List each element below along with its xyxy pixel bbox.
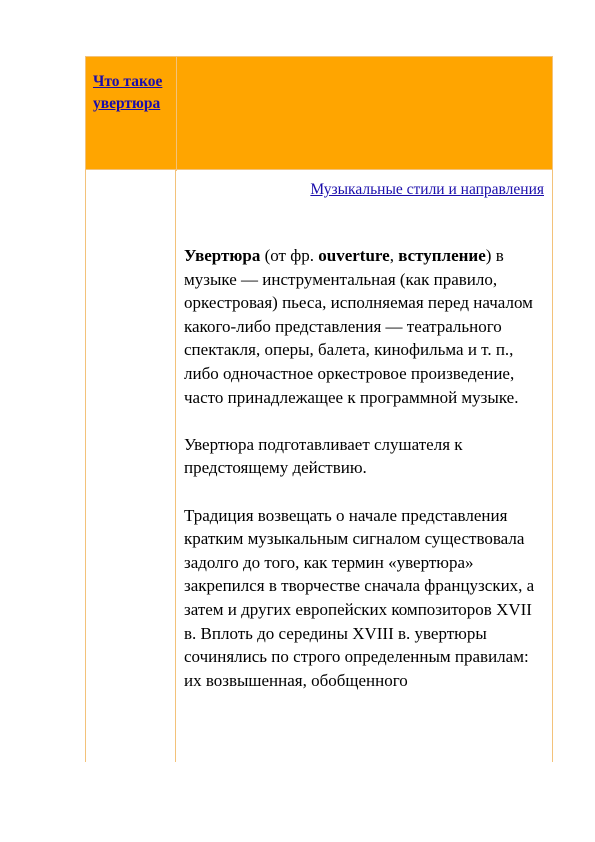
- definition-text: в музыке — инструментальная (как правило, оркестровая) пьеса, исполняемая перед началом какого-либо представления — театрального спектакля, оперы, балета, кинофильма и т. п., либо одночастное оркестровое произведение, часто принадлежащее к программной музыке.: [184, 246, 533, 407]
- left-border: [85, 170, 86, 762]
- paren-open: (от фр.: [260, 246, 319, 265]
- term-translation: вступление: [398, 246, 486, 265]
- term-french: ouverture: [318, 246, 390, 265]
- left-empty-cell: [85, 170, 176, 762]
- table-body-row: [85, 170, 553, 762]
- paragraph-purpose: Увертюра подготавливает слушателя к предстоящему действию.: [184, 434, 463, 478]
- content-table: [85, 56, 553, 762]
- paragraph-history: Традиция возвещать о начале представления кратким музыкальным сигналом существовала задолго до того, как термин «увертюра» закрепился в творчестве сначала французских, а затем и других европейских композиторов XVII в. Вплоть до середины XVIII в. увертюры сочинялись по строго определенным правилам: их возвышенная, обобщенного: [184, 505, 535, 690]
- header-divider: [176, 57, 177, 171]
- table-header-row: [85, 56, 553, 170]
- article-body: [184, 244, 546, 716]
- term-overture: Увертюра: [184, 246, 261, 265]
- paren-close: ): [485, 246, 492, 265]
- article-cell: [176, 170, 553, 762]
- what-is-overture-link[interactable]: Что такое увертюра: [93, 73, 163, 112]
- music-styles-link[interactable]: Музыкальные стили и направления: [310, 181, 544, 198]
- paragraph-definition: [184, 244, 546, 409]
- comma: ,: [389, 246, 399, 265]
